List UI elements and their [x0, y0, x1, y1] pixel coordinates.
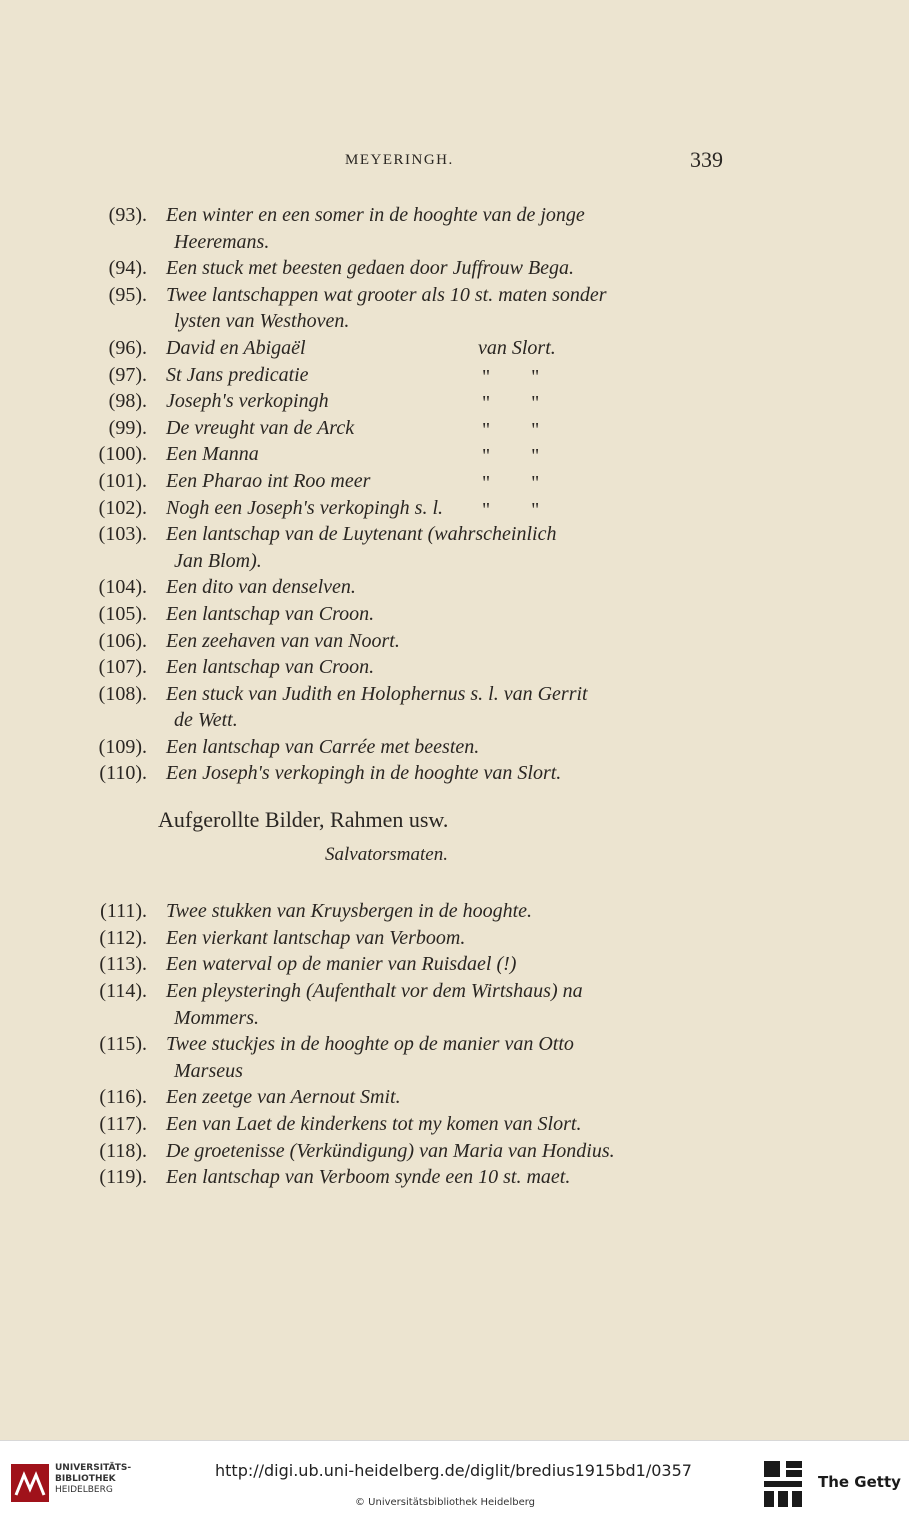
entry-row — [0, 1084, 909, 1111]
entry-row — [0, 654, 909, 681]
entry-text — [166, 734, 722, 761]
entry-text — [166, 1031, 722, 1084]
entry-line: Een pleysteringh (Aufenthalt vor dem Wirtshaus) na — [166, 980, 583, 1003]
footer-bar — [0, 1440, 909, 1526]
entry-number: (109). — [98, 735, 147, 758]
entry-text — [166, 1138, 722, 1165]
entry-row — [0, 601, 909, 628]
entry-line: St Jans predicatie — [166, 363, 309, 386]
entry-text — [166, 415, 722, 442]
entry-row — [0, 255, 909, 282]
entry-list-second — [0, 898, 909, 1191]
entry-text — [166, 951, 722, 978]
entry-row — [0, 951, 909, 978]
entry-text — [166, 925, 722, 952]
entry-number: (93). — [108, 204, 147, 226]
entry-row — [0, 978, 909, 1031]
entry-line: Een lantschap van Croon. — [166, 602, 375, 625]
entry-continuation-line: lysten van Westhoven. — [174, 310, 350, 333]
entry-number: (105). — [98, 602, 147, 625]
entry-number: (112). — [99, 926, 147, 949]
entry-number: (107). — [98, 656, 147, 679]
entry-line: Twee stuckjes in de hooghte op de manier van Otto — [166, 1033, 574, 1056]
entry-text — [166, 282, 722, 335]
partner-name: The Getty — [818, 1473, 901, 1491]
ditto-mark: " " — [482, 445, 558, 468]
entry-row — [0, 898, 909, 925]
entry-row — [0, 202, 909, 255]
ditto-mark: " " — [482, 418, 558, 441]
entry-continuation-line: de Wett. — [174, 709, 238, 732]
ub-heidelberg-logo-icon — [10, 1463, 50, 1503]
entry-number: (94). — [108, 257, 147, 280]
getty-logo-icon — [762, 1459, 806, 1509]
entry-line: Twee stukken van Kruysbergen in de hooghte. — [166, 900, 533, 923]
entry-continuation-line: Mommers. — [174, 1006, 259, 1029]
entry-line: Een waterval op de manier van Ruisdael (!) — [166, 953, 517, 976]
copyright-note: © Universitätsbibliothek Heidelberg — [355, 1497, 536, 1508]
entry-number: (119). — [99, 1166, 147, 1189]
entry-row — [0, 1138, 909, 1165]
entry-continuation-line: Marseus — [174, 1059, 243, 1082]
entry-line: Een zeehaven van van Noort. — [166, 629, 400, 652]
entry-row — [0, 1031, 909, 1084]
entry-attribution: van Slort. — [478, 336, 556, 359]
entry-text — [166, 255, 722, 282]
ditto-mark: " " — [482, 471, 558, 494]
entry-line: Een lantschap van Croon. — [166, 656, 375, 679]
entry-row — [0, 441, 909, 468]
entry-row — [0, 521, 909, 574]
entry-list — [0, 202, 909, 1191]
ditto-mark: " " — [482, 392, 558, 415]
entry-text — [166, 1111, 722, 1138]
entry-row — [0, 282, 909, 335]
entry-number: (111). — [100, 900, 147, 923]
entry-number: (108). — [98, 682, 147, 705]
entry-row — [0, 335, 909, 362]
entry-continuation-line: Jan Blom). — [174, 549, 262, 572]
entry-number: (97). — [108, 363, 147, 386]
entry-number: (110). — [99, 762, 147, 785]
entry-number: (103). — [98, 523, 147, 546]
entry-line: Twee lantschappen wat grooter als 10 st. maten sonder — [166, 283, 607, 306]
entry-number: (96). — [108, 336, 147, 359]
entry-line: Joseph's verkopingh — [166, 390, 329, 413]
source-url-link[interactable]: http://digi.ub.uni-heidelberg.de/diglit/bredius1915bd1/0357 — [215, 1461, 692, 1480]
entry-number: (95). — [108, 283, 147, 306]
entry-text — [166, 681, 722, 734]
entry-line: David en Abigaël — [166, 336, 306, 359]
page-number: 339 — [690, 147, 723, 172]
entry-line: Nogh een Joseph's verkopingh s. l. — [166, 496, 444, 519]
entry-row — [0, 362, 909, 389]
entry-line: Een vierkant lantschap van Verboom. — [166, 926, 466, 949]
library-name: UNIVERSITÄTS- BIBLIOTHEK HEIDELBERG — [55, 1463, 132, 1495]
entry-list-first — [0, 202, 909, 787]
entry-row — [0, 925, 909, 952]
entry-continuation-line: Heeremans. — [174, 230, 270, 253]
entry-text — [166, 978, 722, 1031]
entry-row — [0, 415, 909, 442]
entry-text — [166, 495, 722, 522]
entry-row — [0, 574, 909, 601]
entry-line: Een Joseph's verkopingh in de hooghte van Slort. — [166, 762, 562, 785]
entry-text — [166, 362, 722, 389]
entry-text — [166, 1164, 722, 1191]
entry-number: (99). — [108, 416, 147, 439]
entry-line: Een lantschap van de Luytenant (wahrscheinlich — [166, 523, 557, 546]
entry-number: (113). — [99, 953, 147, 976]
entry-row — [0, 495, 909, 522]
entry-line: Een stuck met beesten gedaen door Juffrouw Bega. — [166, 257, 575, 280]
entry-number: (116). — [99, 1086, 147, 1109]
entry-text — [166, 335, 722, 362]
entry-number: (118). — [99, 1139, 147, 1162]
entry-number: (106). — [98, 629, 147, 652]
entry-number: (98). — [108, 390, 147, 413]
running-head — [0, 147, 909, 174]
entry-text — [166, 654, 722, 681]
entry-row — [0, 1164, 909, 1191]
entry-line: De vreught van de Arck — [166, 416, 355, 439]
entry-line: Een zeetge van Aernout Smit. — [166, 1086, 401, 1109]
entry-text — [166, 1084, 722, 1111]
entry-line: Een Manna — [166, 443, 259, 466]
entry-number: (117). — [99, 1113, 147, 1135]
entry-text — [166, 388, 722, 415]
entry-number: (100). — [98, 443, 147, 466]
running-title: MEYERINGH. — [345, 152, 454, 168]
entry-text — [166, 468, 722, 495]
entry-text — [166, 441, 722, 468]
entry-text — [166, 574, 722, 601]
entry-row — [0, 388, 909, 415]
ditto-mark: " " — [482, 365, 558, 388]
entry-line: Een stuck van Judith en Holophernus s. l. van Gerrit — [166, 682, 588, 705]
entry-number: (114). — [99, 980, 147, 1003]
entry-line: Een dito van denselven. — [166, 576, 356, 599]
ditto-mark: " " — [482, 498, 558, 521]
entry-line: Een lantschap van Carrée met beesten. — [166, 735, 480, 758]
entry-text — [166, 202, 722, 255]
section-heading: Aufgerollte Bilder, Rahmen usw. — [158, 807, 449, 833]
entry-text — [166, 898, 722, 925]
entry-row — [0, 1111, 909, 1138]
entry-line: De groetenisse (Verkündigung) van Maria van Hondius. — [166, 1139, 615, 1162]
entry-line: Een winter en een somer in de hooghte van de jonge — [166, 204, 585, 226]
entry-text — [166, 601, 722, 628]
entry-row — [0, 468, 909, 495]
entry-number: (104). — [98, 576, 147, 599]
entry-row — [0, 681, 909, 734]
entry-text — [166, 628, 722, 655]
entry-row — [0, 760, 909, 787]
entry-number: (115). — [99, 1033, 147, 1056]
entry-line: Een lantschap van Verboom synde een 10 st. maet. — [166, 1166, 571, 1189]
entry-number: (102). — [98, 496, 147, 519]
entry-line: Een van Laet de kinderkens tot my komen van Slort. — [166, 1113, 582, 1135]
entry-text — [166, 760, 722, 787]
entry-text — [166, 521, 722, 574]
section-subheading: Salvatorsmaten. — [325, 843, 448, 865]
entry-number: (101). — [98, 469, 147, 492]
entry-row — [0, 734, 909, 761]
entry-line: Een Pharao int Roo meer — [166, 469, 371, 492]
entry-row — [0, 628, 909, 655]
